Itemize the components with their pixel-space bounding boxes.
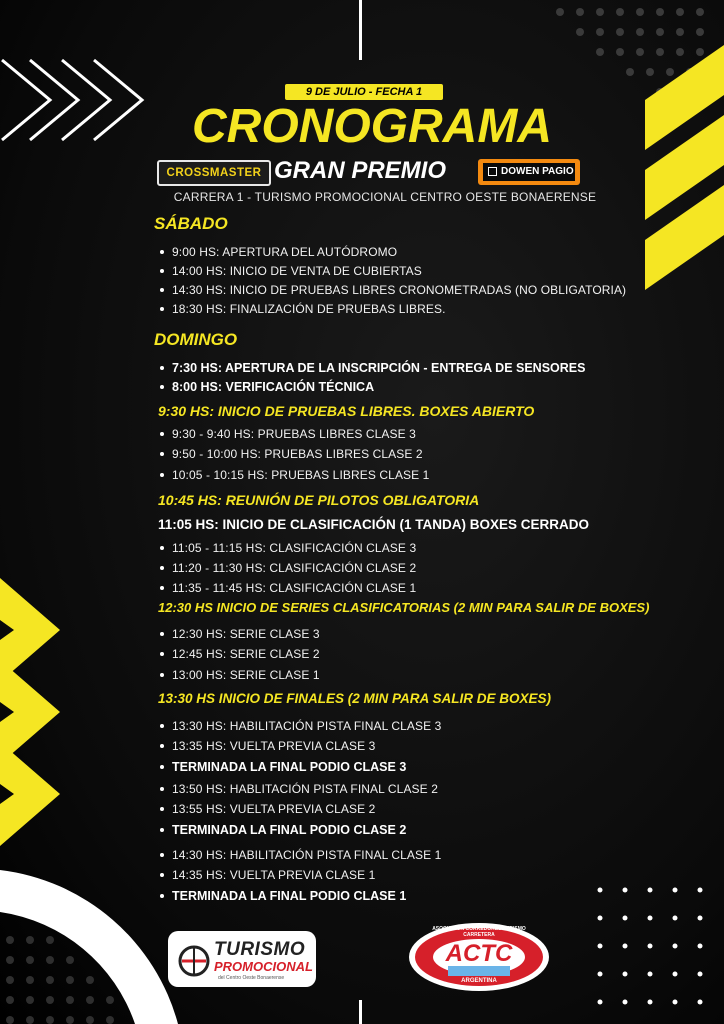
dot-grid-bottom-right	[598, 888, 703, 1005]
drivers-meeting-heading: 10:45 HS: REUNIÓN DE PILOTOS OBLIGATORIA	[158, 492, 480, 508]
yellow-chevrons-right-icon	[645, 45, 724, 290]
list-item: 11:20 - 11:30 HS: CLASIFICACIÓN CLASE 2	[160, 561, 416, 575]
actc-country: ARGENTINA	[461, 978, 497, 984]
list-item: 10:05 - 10:15 HS: PRUEBAS LIBRES CLASE 1	[160, 468, 429, 482]
list-item: 14:00 HS: INICIO DE VENTA DE CUBIERTAS	[160, 264, 422, 278]
list-item: TERMINADA LA FINAL PODIO CLASE 3	[160, 760, 406, 774]
top-divider-line	[359, 0, 362, 60]
list-item: 14:35 HS: VUELTA PREVIA CLASE 1	[160, 868, 375, 882]
finals-heading: 13:30 HS INICIO DE FINALES (2 MIN PARA SALIR DE BOXES)	[158, 691, 552, 706]
page-title: CRONOGRAMA	[192, 100, 552, 153]
actc-logo	[408, 922, 550, 992]
list-item: 13:50 HS: HABLITACIÓN PISTA FINAL CLASE 2	[160, 782, 438, 796]
series-heading: 12:30 HS INICIO DE SERIES CLASIFICATORIAS (2 MIN PARA SALIR DE BOXES)	[158, 600, 650, 615]
list-item: 7:30 HS: APERTURA DE LA INSCRIPCIÓN - ENTREGA DE SENSORES	[160, 361, 585, 375]
list-item: 13:00 HS: SERIE CLASE 1	[160, 668, 320, 682]
list-item: 12:30 HS: SERIE CLASE 3	[160, 627, 320, 641]
list-item: 9:30 - 9:40 HS: PRUEBAS LIBRES CLASE 3	[160, 427, 416, 441]
date-badge	[285, 84, 443, 100]
yellow-chevrons-left-icon	[0, 578, 60, 846]
race-subtitle: CARRERA 1 - TURISMO PROMOCIONAL CENTRO OESTE BONAERENSE	[173, 190, 597, 204]
list-item: 14:30 HS: INICIO DE PRUEBAS LIBRES CRONOMETRADAS (NO OBLIGATORIA)	[160, 283, 626, 297]
list-item: 18:30 HS: FINALIZACIÓN DE PRUEBAS LIBRES.	[160, 302, 446, 316]
list-item: 9:00 HS: APERTURA DEL AUTÓDROMO	[160, 245, 397, 259]
practice-heading: 9:30 HS: INICIO DE PRUEBAS LIBRES. BOXES ABIERTO	[158, 403, 535, 419]
list-item: 13:30 HS: HABILITACIÓN PISTA FINAL CLASE 3	[160, 719, 441, 733]
list-item: 13:55 HS: VUELTA PREVIA CLASE 2	[160, 802, 375, 816]
crossmaster-logo	[157, 160, 271, 186]
sunday-heading: DOMINGO	[154, 330, 238, 349]
list-item: 8:00 HS: VERIFICACIÓN TÉCNICA	[160, 380, 374, 394]
dowen-square-icon	[488, 167, 497, 176]
list-item: 14:30 HS: HABILITACIÓN PISTA FINAL CLASE 1	[160, 848, 441, 862]
crossmaster-logo-text: CROSSMASTER	[166, 167, 262, 179]
actc-mark: ACTC	[445, 940, 513, 967]
event-name: GRAN PREMIO	[274, 157, 447, 184]
date-text: 9 DE JULIO - FECHA 1	[305, 86, 423, 98]
logo-tp-small: del Centro Oeste Bonaerense	[218, 975, 285, 981]
logo-tp-line2: PROMOCIONAL	[214, 959, 313, 974]
list-item: TERMINADA LA FINAL PODIO CLASE 2	[160, 823, 406, 837]
dowen-pagio-logo	[478, 159, 580, 185]
list-item: 11:05 - 11:15 HS: CLASIFICACIÓN CLASE 3	[160, 541, 416, 555]
outline-chevrons-icon	[2, 60, 142, 140]
saturday-heading: SÁBADO	[154, 214, 228, 233]
helmet-icon	[174, 939, 214, 979]
list-item: 11:35 - 11:45 HS: CLASIFICACIÓN CLASE 1	[160, 581, 416, 595]
qualifying-heading: 11:05 HS: INICIO DE CLASIFICACIÓN (1 TANDA) BOXES CERRADO	[158, 517, 590, 532]
list-item: 12:45 HS: SERIE CLASE 2	[160, 647, 320, 661]
actc-ring-text: ASOCIACION CORREDORES TURISMO CARRETERA	[432, 926, 526, 938]
bottom-divider-line	[359, 1000, 362, 1024]
list-item: 9:50 - 10:00 HS: PRUEBAS LIBRES CLASE 2	[160, 447, 423, 461]
dowen-logo-text: DOWEN PAGIO	[501, 166, 574, 177]
turismo-promocional-logo	[168, 931, 316, 987]
list-item: 13:35 HS: VUELTA PREVIA CLASE 3	[160, 739, 375, 753]
logo-tp-line1: TURISMO	[214, 939, 306, 960]
list-item: TERMINADA LA FINAL PODIO CLASE 1	[160, 889, 406, 903]
